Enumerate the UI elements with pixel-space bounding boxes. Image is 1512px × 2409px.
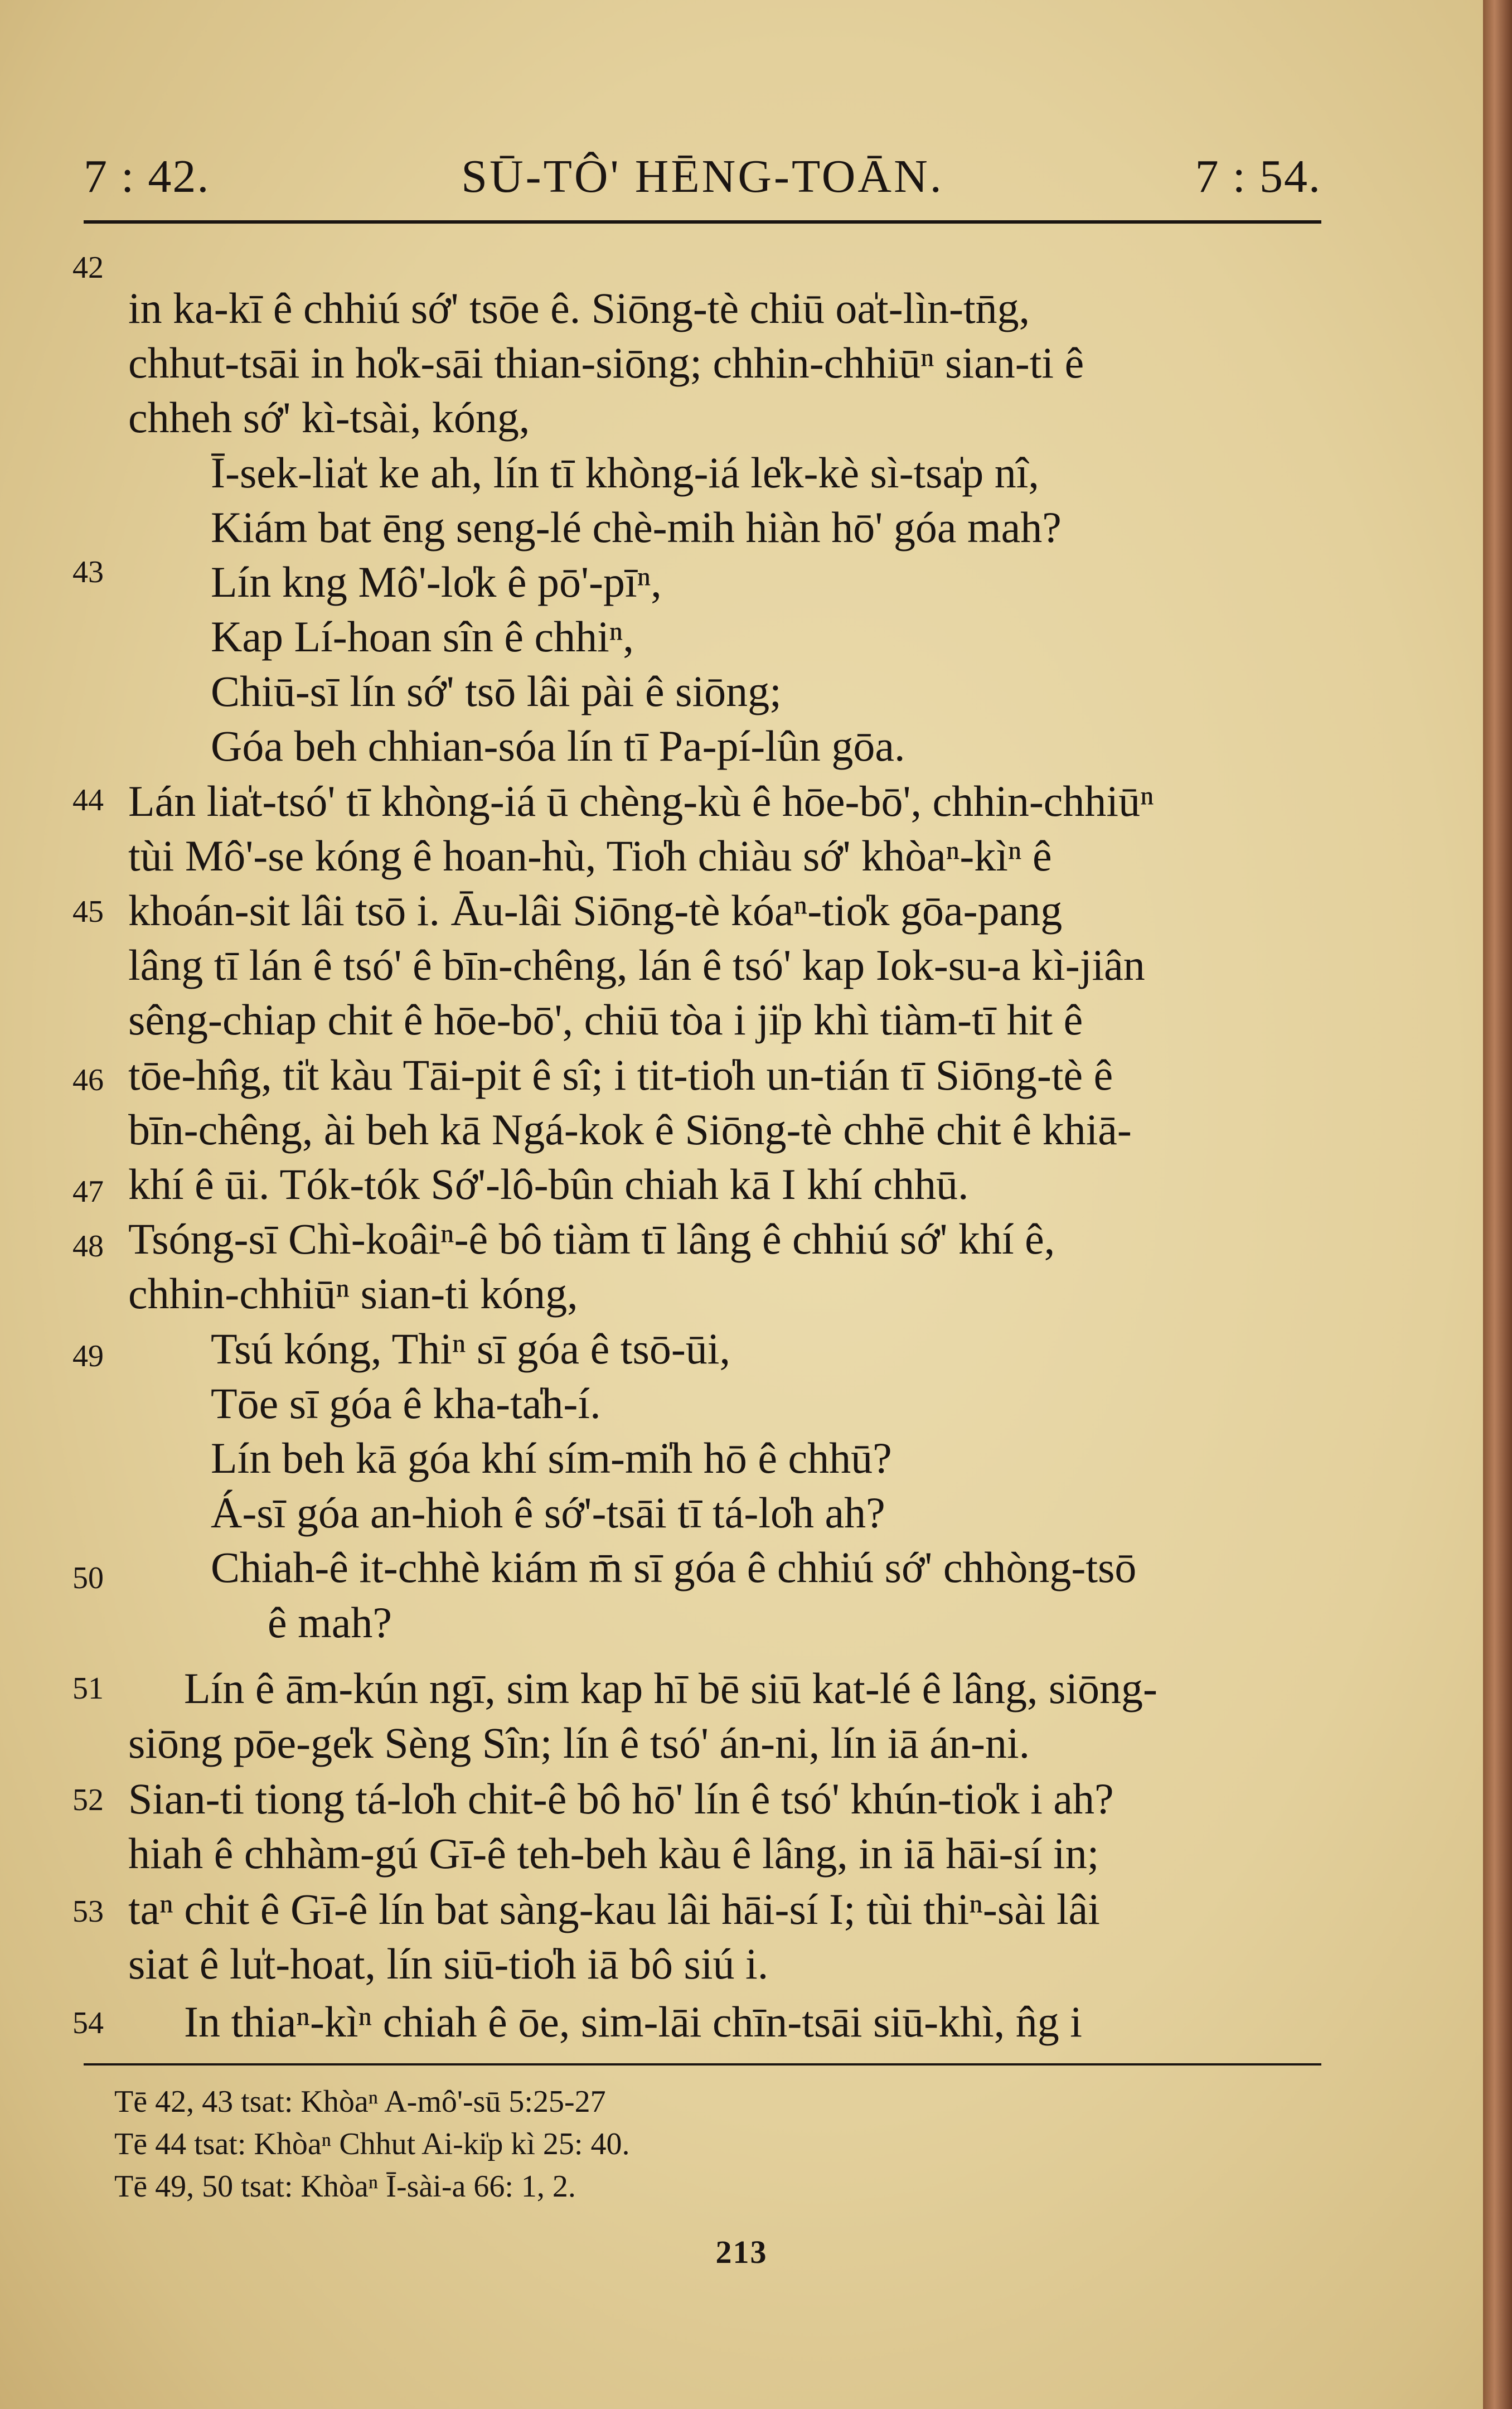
text-line: tōe-hn̂g, ti̍t kàu Tāi-pit ê sî; i tit-tio̍h un-tián tī Siōng-tè ê xyxy=(128,1051,1113,1099)
text-line: Tōe sī góa ê kha-ta̍h-í. xyxy=(211,1379,601,1428)
page-number: 213 xyxy=(715,2234,768,2270)
verse-number: 44 xyxy=(72,783,104,817)
text-line: lâng tī lán ê tsó' ê bīn-chêng, lán ê tsó' kap Iok-su-a kì-jiân xyxy=(128,941,1145,989)
text-line: In thiaⁿ-kìⁿ chiah ê ōe, sim-lāi chīn-tsāi siū-khì, n̂g i xyxy=(184,1997,1082,2046)
text-line: in ka-kī ê chhiú sớ' tsōe ê. Siōng-tè chiū oa̍t-lìn-tn̄g, xyxy=(128,284,1030,332)
text-line: chheh sớ' kì-tsài, kóng, xyxy=(128,393,530,442)
footnote: Tē 49, 50 tsat: Khòaⁿ Ī-sài-a 66: 1, 2. xyxy=(114,2169,576,2204)
text-line: Ī-sek-lia̍t ke ah, lín tī khòng-iá le̍k-kè sì-tsa̍p nî, xyxy=(211,448,1039,497)
text-line: taⁿ chit ê Gī-ê lín bat sàng-kau lâi hāi-sí I; tùi thiⁿ-sài lâi xyxy=(128,1885,1100,1933)
verse-number: 45 xyxy=(72,894,104,929)
text-line: khí ê ūi. Tók-tók Sớ'-lô-bûn chiah kā I khí chhū. xyxy=(128,1160,969,1208)
footnote: Tē 42, 43 tsat: Khòaⁿ A-mô'-sū 5:25-27 xyxy=(114,2084,606,2119)
verse-number: 43 xyxy=(72,555,104,589)
verse-number: 42 xyxy=(72,250,104,285)
verse-number: 54 xyxy=(72,2006,104,2040)
text-line: hiah ê chhàm-gú Gī-ê teh-beh kàu ê lâng, in iā hāi-sí in; xyxy=(128,1829,1099,1878)
header-right-reference: 7 : 54. xyxy=(1195,151,1321,202)
text-line: chhin-chhiūⁿ sian-ti kóng, xyxy=(128,1269,578,1318)
text-line: siat ê lu̍t-hoat, lín siū-tio̍h iā bô siú i. xyxy=(128,1939,769,1988)
verse-number: 48 xyxy=(72,1229,104,1264)
text-line: Kiám bat ēng seng-lé chè-mih hiàn hō' góa mah? xyxy=(211,503,1062,552)
text-line: Lín ê ām-kún ngī, sim kap hī bē siū kat-lé ê lâng, siōng- xyxy=(184,1664,1157,1713)
verse-number: 47 xyxy=(72,1174,104,1209)
text-line: Kap Lí-hoan sîn ê chhiⁿ, xyxy=(211,612,634,661)
text-line: sêng-chiap chit ê hōe-bō', chiū tòa i ji̍p khì tiàm-tī hit ê xyxy=(128,995,1083,1044)
book-cover-edge xyxy=(1483,0,1512,2409)
text-line: ê mah? xyxy=(268,1598,392,1647)
verse-number: 52 xyxy=(72,1783,104,1817)
text-line: khoán-sit lâi tsō i. Āu-lâi Siōng-tè kóaⁿ-tio̍k gōa-pang xyxy=(128,886,1063,935)
text-line: Tsóng-sī Chì-koâiⁿ-ê bô tiàm tī lâng ê chhiú sớ' khí ê, xyxy=(128,1215,1055,1263)
text-line: chhut-tsāi in ho̍k-sāi thian-siōng; chhin-chhiūⁿ sian-ti ê xyxy=(128,338,1084,387)
text-line: bīn-chêng, ài beh kā Ngá-kok ê Siōng-tè chhē chit ê khiā- xyxy=(128,1105,1132,1154)
text-line: Chiū-sī lín sớ' tsō lâi pài ê siōng; xyxy=(211,667,782,715)
text-line: Lín kng Mô'-lo̍k ê pō'-pīⁿ, xyxy=(211,558,662,606)
verse-number: 53 xyxy=(72,1894,104,1929)
verse-number: 49 xyxy=(72,1339,104,1373)
text-line: Góa beh chhian-sóa lín tī Pa-pí-lûn gōa. xyxy=(211,722,905,770)
text-line: Sian-ti tiong tá-lo̍h chit-ê bô hō' lín ê tsó' khún-tio̍k i ah? xyxy=(128,1774,1114,1823)
text-line: tùi Mô'-se kóng ê hoan-hù, Tio̍h chiàu sớ' khòaⁿ-kìⁿ ê xyxy=(128,831,1052,880)
header-left-reference: 7 : 42. xyxy=(84,151,210,202)
text-line: Lín beh kā góa khí sím-mi̍h hō ê chhū? xyxy=(211,1434,892,1482)
header-book-title: SŪ-TÔ' HĒNG-TOĀN. xyxy=(461,151,944,202)
text-line: Tsú kóng, Thiⁿ sī góa ê tsō-ūi, xyxy=(211,1324,730,1373)
text-line: siōng pōe-ge̍k Sèng Sîn; lín ê tsó' án-ni, lín iā án-ni. xyxy=(128,1719,1030,1767)
text-line: Lán lia̍t-tsó' tī khòng-iá ū chèng-kù ê hōe-bō', chhin-chhiūⁿ xyxy=(128,777,1154,825)
footnote-rule xyxy=(84,2063,1321,2065)
footnote: Tē 44 tsat: Khòaⁿ Chhut Ai-ki̍p kì 25: 40. xyxy=(114,2127,630,2161)
text-line: Chiah-ê it-chhè kiám m̄ sī góa ê chhiú sớ' chhòng-tsō xyxy=(211,1543,1137,1592)
verse-number: 50 xyxy=(72,1561,104,1595)
text-line: Á-sī góa an-hioh ê sớ'-tsāi tī tá-lo̍h ah? xyxy=(211,1488,885,1537)
verse-number: 51 xyxy=(72,1671,104,1706)
verse-number: 46 xyxy=(72,1063,104,1097)
